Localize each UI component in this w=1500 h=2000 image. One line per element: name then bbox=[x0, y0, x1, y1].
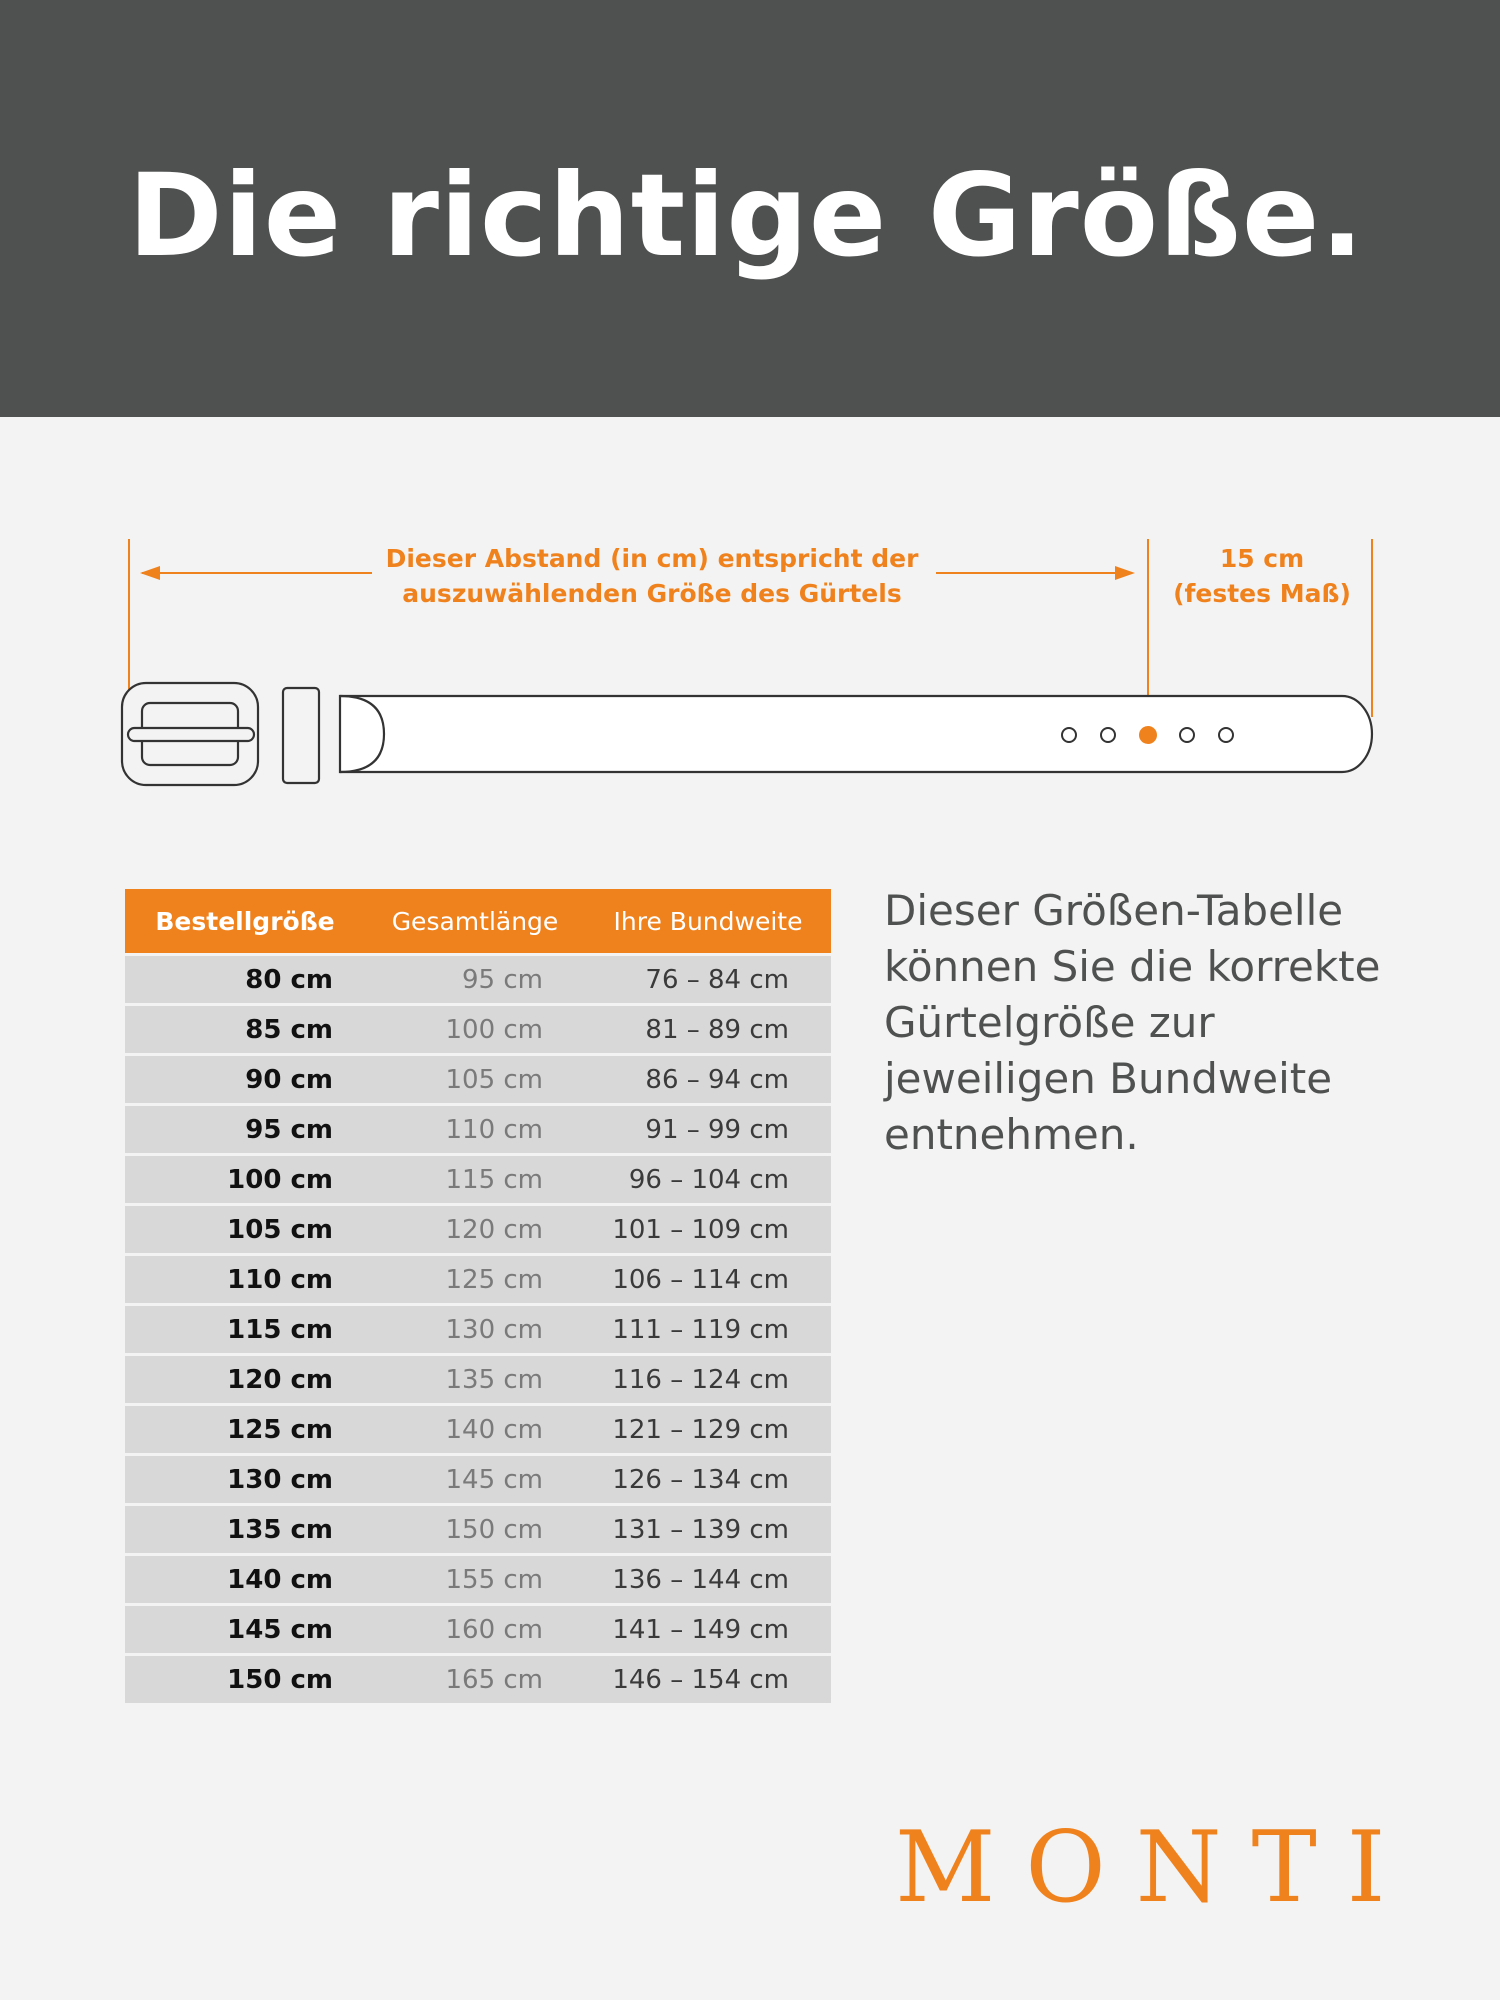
table-row bbox=[125, 1555, 831, 1605]
intro-line: können Sie die korrekte bbox=[884, 942, 1381, 991]
table-row bbox=[125, 1505, 831, 1555]
intro-line: entnehmen. bbox=[884, 1110, 1139, 1159]
distance-label-line: auszuwählenden Größe des Gürtels bbox=[402, 579, 902, 608]
table-row bbox=[125, 1255, 831, 1305]
belt-hole-selected-icon bbox=[1140, 727, 1156, 743]
total-length-cell: 145 cm bbox=[365, 1455, 585, 1505]
order-size-cell: 105 cm bbox=[125, 1205, 365, 1255]
order-size-cell: 125 cm bbox=[125, 1405, 365, 1455]
belt-strap bbox=[340, 696, 1372, 772]
intro-line: jeweiligen Bundweite bbox=[884, 1054, 1333, 1103]
fixed-length-label bbox=[1152, 541, 1372, 611]
distance-label bbox=[372, 541, 932, 611]
belt-hole-icon bbox=[1180, 728, 1194, 742]
table-row bbox=[125, 1305, 831, 1355]
header-banner bbox=[0, 0, 1500, 417]
arrow-right-head-icon bbox=[1115, 566, 1135, 580]
size-table-body bbox=[125, 955, 831, 1704]
intro-line: Gürtelgröße zur bbox=[884, 998, 1215, 1047]
total-length-cell: 110 cm bbox=[365, 1105, 585, 1155]
waist-range-cell: 121 – 129 cm bbox=[585, 1405, 831, 1455]
order-size-cell: 80 cm bbox=[125, 955, 365, 1005]
belt-diagram bbox=[0, 417, 1500, 837]
order-size-cell: 90 cm bbox=[125, 1055, 365, 1105]
belt-hole-icon bbox=[1219, 728, 1233, 742]
total-length-cell: 165 cm bbox=[365, 1655, 585, 1704]
waist-range-cell: 136 – 144 cm bbox=[585, 1555, 831, 1605]
waist-range-cell: 141 – 149 cm bbox=[585, 1605, 831, 1655]
table-row bbox=[125, 1605, 831, 1655]
total-length-cell: 155 cm bbox=[365, 1555, 585, 1605]
waist-range-cell: 76 – 84 cm bbox=[585, 955, 831, 1005]
order-size-cell: 85 cm bbox=[125, 1005, 365, 1055]
table-row bbox=[125, 1655, 831, 1704]
total-length-cell: 115 cm bbox=[365, 1155, 585, 1205]
table-row bbox=[125, 955, 831, 1005]
column-header-order-size: Bestellgröße bbox=[125, 889, 365, 955]
total-length-cell: 135 cm bbox=[365, 1355, 585, 1405]
intro-text bbox=[884, 883, 1424, 1163]
column-header-total-length: Gesamtlänge bbox=[365, 889, 585, 955]
belt-hole-icon bbox=[1101, 728, 1115, 742]
belt-icon bbox=[122, 683, 1372, 785]
table-row bbox=[125, 1355, 831, 1405]
order-size-cell: 130 cm bbox=[125, 1455, 365, 1505]
table-header-row bbox=[125, 889, 831, 955]
total-length-cell: 100 cm bbox=[365, 1005, 585, 1055]
total-length-cell: 130 cm bbox=[365, 1305, 585, 1355]
waist-range-cell: 86 – 94 cm bbox=[585, 1055, 831, 1105]
brand-logo: MONTI bbox=[895, 1811, 1416, 1925]
waist-range-cell: 96 – 104 cm bbox=[585, 1155, 831, 1205]
order-size-cell: 115 cm bbox=[125, 1305, 365, 1355]
distance-label-line: Dieser Abstand (in cm) entspricht der bbox=[385, 544, 919, 573]
fixed-length-value: 15 cm bbox=[1219, 544, 1305, 573]
order-size-cell: 145 cm bbox=[125, 1605, 365, 1655]
order-size-cell: 140 cm bbox=[125, 1555, 365, 1605]
total-length-cell: 140 cm bbox=[365, 1405, 585, 1455]
fixed-length-note: (festes Maß) bbox=[1173, 579, 1351, 608]
table-row bbox=[125, 1005, 831, 1055]
waist-range-cell: 101 – 109 cm bbox=[585, 1205, 831, 1255]
belt-keeper-loop bbox=[283, 688, 319, 783]
waist-range-cell: 131 – 139 cm bbox=[585, 1505, 831, 1555]
waist-range-cell: 146 – 154 cm bbox=[585, 1655, 831, 1704]
total-length-cell: 125 cm bbox=[365, 1255, 585, 1305]
waist-range-cell: 81 – 89 cm bbox=[585, 1005, 831, 1055]
buckle-prong bbox=[128, 728, 254, 741]
total-length-cell: 105 cm bbox=[365, 1055, 585, 1105]
table-row bbox=[125, 1455, 831, 1505]
belt-diagram-graphic bbox=[0, 417, 1500, 837]
order-size-cell: 135 cm bbox=[125, 1505, 365, 1555]
page-title: Die richtige Größe. bbox=[128, 149, 1365, 282]
waist-range-cell: 126 – 134 cm bbox=[585, 1455, 831, 1505]
table-row bbox=[125, 1205, 831, 1255]
waist-range-cell: 91 – 99 cm bbox=[585, 1105, 831, 1155]
arrow-left-head-icon bbox=[140, 566, 160, 580]
column-header-waist: Ihre Bundweite bbox=[585, 889, 831, 955]
order-size-cell: 100 cm bbox=[125, 1155, 365, 1205]
order-size-cell: 120 cm bbox=[125, 1355, 365, 1405]
order-size-cell: 150 cm bbox=[125, 1655, 365, 1704]
total-length-cell: 120 cm bbox=[365, 1205, 585, 1255]
table-row bbox=[125, 1105, 831, 1155]
size-table bbox=[125, 889, 831, 1703]
waist-range-cell: 111 – 119 cm bbox=[585, 1305, 831, 1355]
table-row bbox=[125, 1055, 831, 1105]
intro-line: Dieser Größen-Tabelle bbox=[884, 886, 1344, 935]
table-row bbox=[125, 1405, 831, 1455]
belt-hole-icon bbox=[1062, 728, 1076, 742]
waist-range-cell: 116 – 124 cm bbox=[585, 1355, 831, 1405]
total-length-cell: 160 cm bbox=[365, 1605, 585, 1655]
table-row bbox=[125, 1155, 831, 1205]
order-size-cell: 95 cm bbox=[125, 1105, 365, 1155]
order-size-cell: 110 cm bbox=[125, 1255, 365, 1305]
total-length-cell: 95 cm bbox=[365, 955, 585, 1005]
total-length-cell: 150 cm bbox=[365, 1505, 585, 1555]
waist-range-cell: 106 – 114 cm bbox=[585, 1255, 831, 1305]
